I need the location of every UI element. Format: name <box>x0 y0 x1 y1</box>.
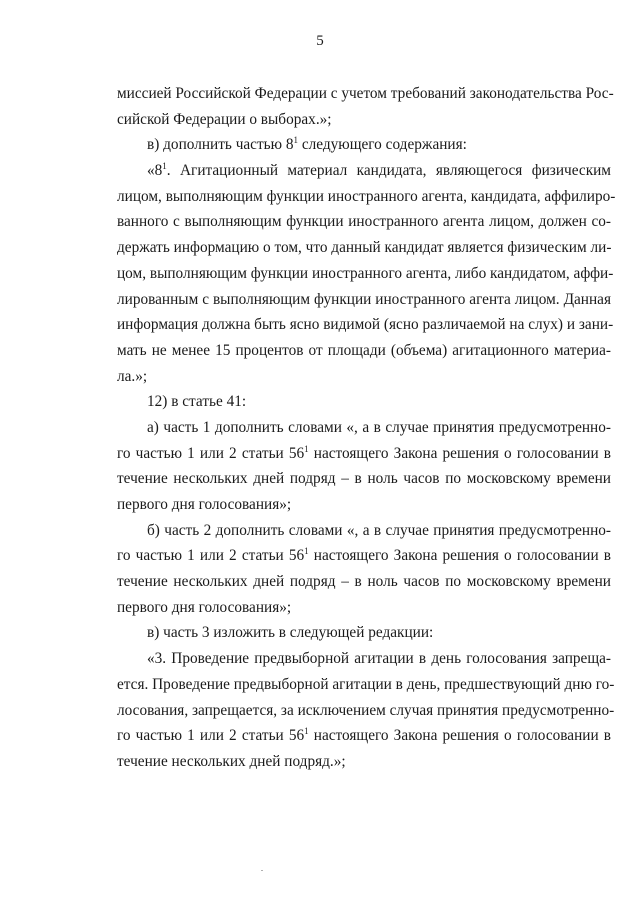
text-run: мать не менее 15 процентов от площади (объема) агитационного материа- <box>117 341 611 359</box>
text-line <box>117 81 614 107</box>
paragraph <box>117 389 611 415</box>
superscript-index: 1 <box>293 135 299 146</box>
superscript-index: 1 <box>304 546 309 557</box>
paragraph <box>117 518 611 621</box>
text-line <box>117 235 611 261</box>
page-number: 5 <box>316 33 324 49</box>
text-run: в) дополнить частью 8 <box>147 136 294 154</box>
text-line <box>117 672 615 698</box>
paragraph <box>117 646 615 774</box>
text-run: течение нескольких дней подряд – в ноль часов по московскому времени <box>117 573 611 591</box>
paragraph <box>117 158 616 389</box>
text-line <box>117 107 611 133</box>
text-run: первого дня голосования»; <box>117 598 292 616</box>
text-line <box>117 646 611 672</box>
text-line <box>117 184 616 210</box>
text-run: а) часть 1 дополнить словами «, а в случае принятия предусмотренно- <box>147 418 611 436</box>
text-line <box>117 338 611 364</box>
text-line <box>117 415 611 441</box>
text-run: настоящего Закона решения о голосовании в <box>308 727 611 745</box>
text-line <box>117 698 615 724</box>
text-line <box>117 389 611 415</box>
text-run: лицом, выполняющим функции иностранного агента, кандидата, аффилиро- <box>117 187 616 205</box>
text-line <box>117 466 611 492</box>
text-run: миссией Российской Федерации с учетом требований законодательства Рос- <box>117 85 614 102</box>
text-run: го частью 1 или 2 статьи 56 <box>117 444 305 462</box>
text-line <box>117 312 614 338</box>
text-run: цом, выполняющим функции иностранного агента, либо кандидатом, аффи- <box>117 264 614 282</box>
text-run: течение нескольких дней подряд – в ноль часов по московскому времени <box>117 470 611 488</box>
document-body <box>117 81 616 775</box>
text-run: ванного с выполняющим функции иностранного агента лицом, должен со- <box>117 213 611 231</box>
superscript-index: 1 <box>304 726 309 737</box>
text-run: первого дня голосования»; <box>117 496 292 513</box>
text-line <box>117 595 611 621</box>
text-line <box>117 492 611 518</box>
text-run: держать информацию о том, что данный кандидат является физическим ли- <box>117 239 612 257</box>
text-run: ется. Проведение предвыборной агитации в день, предшествующий дню го- <box>117 675 615 693</box>
text-run: информация должна быть ясно видимой (ясно различаемой на слух) и зани- <box>117 316 614 334</box>
text-line <box>117 723 611 749</box>
text-run: лосования, запрещается, за исключением случая принятия предусмотренно- <box>117 701 615 719</box>
text-run: ла.»; <box>117 367 148 385</box>
text-line <box>117 518 611 544</box>
text-run: настоящего Закона решения о голосовании в <box>308 444 611 462</box>
text-run: 12) в статье 41: <box>147 393 247 411</box>
text-line <box>117 287 611 313</box>
text-line <box>117 441 611 467</box>
text-line <box>117 620 611 646</box>
text-line <box>117 543 611 569</box>
text-run: б) часть 2 дополнить словами «, а в случае принятия предусмотренно- <box>147 521 611 539</box>
paragraph <box>117 132 611 158</box>
text-run: настоящего Закона решения о голосовании в <box>308 547 611 565</box>
text-run: «3. Проведение предвыборной агитации в день голосования запреща- <box>147 650 611 668</box>
text-run: следующего содержания: <box>298 136 467 154</box>
text-line <box>117 261 614 287</box>
superscript-index: 1 <box>162 161 167 172</box>
paragraph <box>117 81 614 132</box>
paragraph <box>117 415 611 518</box>
text-line <box>117 749 611 775</box>
text-line <box>117 364 611 390</box>
text-line <box>117 569 611 595</box>
text-run: го частью 1 или 2 статьи 56 <box>117 727 305 745</box>
text-run: течение нескольких дней подряд.»; <box>117 752 346 770</box>
text-run: сийской Федерации о выборах.»; <box>117 110 332 128</box>
text-line <box>117 158 611 184</box>
scan-speck <box>261 870 263 871</box>
text-line <box>117 132 611 158</box>
superscript-index: 1 <box>304 443 309 454</box>
text-run: в) часть 3 изложить в следующей редакции: <box>147 624 434 642</box>
text-line <box>117 209 611 235</box>
text-run: го частью 1 или 2 статьи 56 <box>117 547 305 565</box>
text-run: . Агитационный материал кандидата, являющегося физическим <box>166 162 611 180</box>
text-run: «8 <box>147 162 163 180</box>
text-run: лированным с выполняющим функции иностранного агента лицом. Данная <box>117 290 611 308</box>
paragraph <box>117 620 611 646</box>
